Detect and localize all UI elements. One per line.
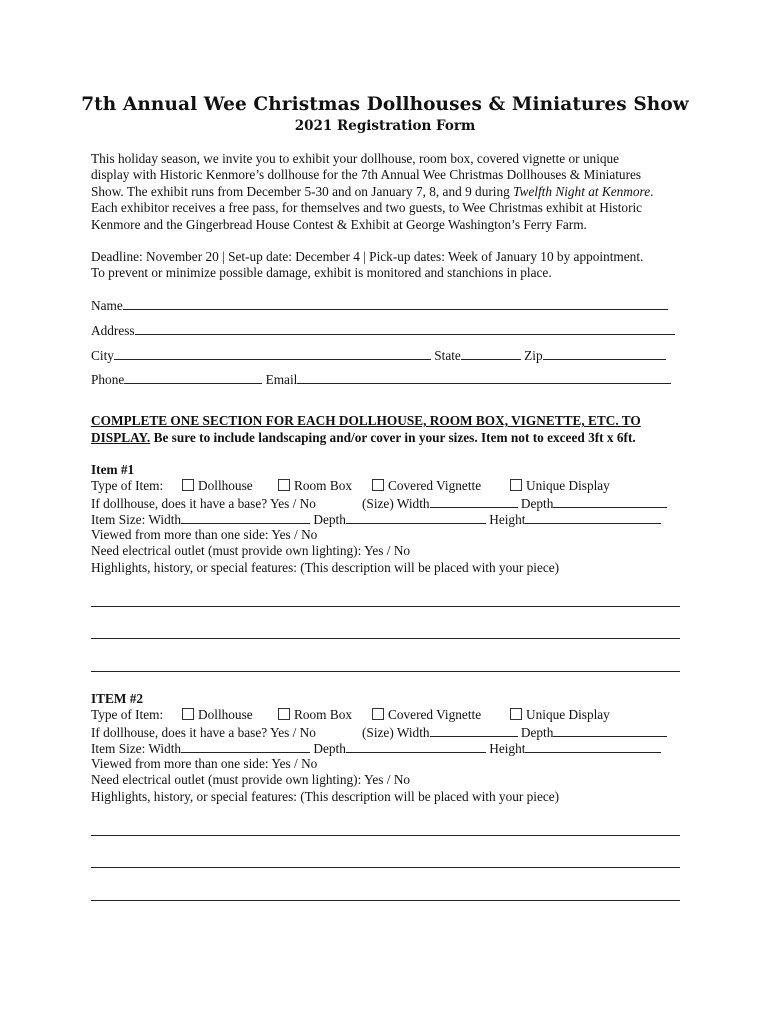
base-question: If dollhouse, does it have a base? Yes / No — [91, 724, 316, 740]
dollhouse-label: Dollhouse — [198, 707, 253, 723]
unique-label: Unique Display — [526, 478, 610, 494]
size-depth-field[interactable] — [553, 724, 667, 737]
depth-label: Depth — [520, 724, 554, 740]
highlights-prompt: Highlights, history, or special features: (This description will be placed with your piece) — [91, 559, 560, 575]
unique-checkbox[interactable] — [510, 708, 522, 720]
viewed-row: Viewed from more than one side: Yes / No — [91, 756, 318, 772]
name-field[interactable] — [123, 297, 668, 310]
item-height-field[interactable] — [525, 511, 661, 524]
item-width-field[interactable] — [181, 511, 310, 524]
dollhouse-label: Dollhouse — [198, 478, 253, 494]
city-row — [91, 347, 666, 365]
phone-email-row — [91, 371, 671, 389]
deadline-line: Deadline: November 20 | Set-up date: December 4 | Pick-up dates: Week of January 10 by appointment. — [91, 249, 644, 264]
address-label: Address — [91, 323, 135, 338]
item-depth-field[interactable] — [346, 740, 486, 753]
size-width-label: (Size) Width — [362, 495, 430, 511]
vignette-checkbox[interactable] — [372, 708, 384, 720]
section-instructions — [91, 413, 691, 446]
item-heading: ITEM #2 — [91, 691, 144, 706]
phone-field[interactable] — [124, 371, 262, 384]
depth-label: Depth — [520, 495, 554, 511]
form-title: 7th Annual Wee Christmas Dollhouses & Miniatures Show — [81, 94, 689, 115]
address-row — [91, 322, 675, 340]
vignette-label: Covered Vignette — [388, 707, 482, 723]
intro-text: Show. The exhibit runs from December 5-30 and on January 7, 8, and 9 during — [91, 183, 514, 199]
item-height-label: Height — [489, 511, 526, 527]
item-width-label: Item Size: Width — [91, 511, 182, 527]
dollhouse-checkbox[interactable] — [182, 479, 194, 491]
viewed-row: Viewed from more than one side: Yes / No — [91, 527, 318, 543]
name-row — [91, 297, 668, 315]
deadline-paragraph — [91, 249, 691, 282]
item-depth-label: Depth — [313, 511, 346, 527]
item-depth-label: Depth — [313, 740, 346, 756]
size-width-field[interactable] — [430, 724, 518, 737]
instruction-text: Be sure to include landscaping and/or cover in your sizes. Item not to exceed 3ft x 6ft. — [150, 429, 636, 445]
type-row — [91, 707, 691, 723]
vignette-checkbox[interactable] — [372, 479, 384, 491]
outlet-row: Need electrical outlet (must provide own lighting): Yes / No — [91, 543, 411, 559]
form-subtitle: 2021 Registration Form — [294, 118, 476, 134]
item-size-row — [91, 740, 691, 756]
highlights-line[interactable] — [91, 606, 680, 607]
intro-line: Kenmore and the Gingerbread House Contest & Exhibit at George Washington’s Ferry Farm. — [91, 216, 587, 232]
unique-checkbox[interactable] — [510, 479, 522, 491]
intro-line: This holiday season, we invite you to exhibit your dollhouse, room box, covered vignette or unique — [91, 151, 620, 166]
roombox-label: Room Box — [294, 478, 352, 494]
highlights-line[interactable] — [91, 867, 680, 868]
city-label: City — [91, 348, 114, 363]
type-row — [91, 478, 691, 494]
intro-text: . — [650, 183, 654, 199]
item-height-label: Height — [489, 740, 526, 756]
email-label: Email — [265, 372, 298, 387]
item-width-field[interactable] — [181, 740, 310, 753]
dollhouse-checkbox[interactable] — [182, 708, 194, 720]
intro-paragraph — [91, 151, 691, 233]
vignette-label: Covered Vignette — [388, 478, 482, 494]
base-row — [91, 495, 691, 511]
type-label: Type of Item: — [91, 478, 164, 494]
size-width-label: (Size) Width — [362, 724, 430, 740]
highlights-prompt: Highlights, history, or special features: (This description will be placed with your piece) — [91, 788, 560, 804]
highlights-line[interactable] — [91, 900, 680, 901]
base-row — [91, 724, 691, 740]
roombox-checkbox[interactable] — [278, 479, 290, 491]
state-label: State — [434, 348, 461, 363]
instruction-text: DISPLAY. — [91, 429, 151, 445]
zip-field[interactable] — [543, 347, 666, 360]
base-question: If dollhouse, does it have a base? Yes / No — [91, 495, 316, 511]
instruction-line: COMPLETE ONE SECTION FOR EACH DOLLHOUSE, ROOM BOX, VIGNETTE, ETC. TO — [91, 413, 641, 428]
unique-label: Unique Display — [526, 707, 610, 723]
instruction-line — [91, 430, 691, 447]
outlet-row: Need electrical outlet (must provide own lighting): Yes / No — [91, 772, 411, 788]
phone-label: Phone — [91, 372, 125, 387]
type-label: Type of Item: — [91, 707, 164, 723]
roombox-checkbox[interactable] — [278, 708, 290, 720]
intro-line: Each exhibitor receives a free pass, for themselves and two guests, to Wee Christmas exhibit at Historic — [91, 200, 643, 216]
intro-line: display with Historic Kenmore’s dollhouse for the 7th Annual Wee Christmas Dollhouses & Miniatures — [91, 167, 642, 183]
intro-line — [91, 184, 691, 200]
item-width-label: Item Size: Width — [91, 740, 182, 756]
state-field[interactable] — [461, 347, 521, 360]
item-height-field[interactable] — [525, 740, 661, 753]
highlights-line[interactable] — [91, 671, 680, 672]
item-heading: Item #1 — [91, 462, 135, 477]
item-section — [91, 691, 691, 805]
highlights-line[interactable] — [91, 835, 680, 836]
size-width-field[interactable] — [430, 495, 518, 508]
name-label: Name — [91, 298, 123, 313]
item-size-row — [91, 511, 691, 527]
highlights-line[interactable] — [91, 638, 680, 639]
size-depth-field[interactable] — [553, 495, 667, 508]
event-name: Twelfth Night at Kenmore — [513, 183, 651, 199]
address-field[interactable] — [135, 322, 675, 335]
city-field[interactable] — [114, 347, 431, 360]
item-section — [91, 462, 691, 576]
item-depth-field[interactable] — [346, 511, 486, 524]
email-field[interactable] — [297, 371, 671, 384]
zip-label: Zip — [524, 348, 543, 363]
deadline-line: To prevent or minimize possible damage, exhibit is monitored and stanchions in place. — [91, 265, 552, 281]
roombox-label: Room Box — [294, 707, 352, 723]
